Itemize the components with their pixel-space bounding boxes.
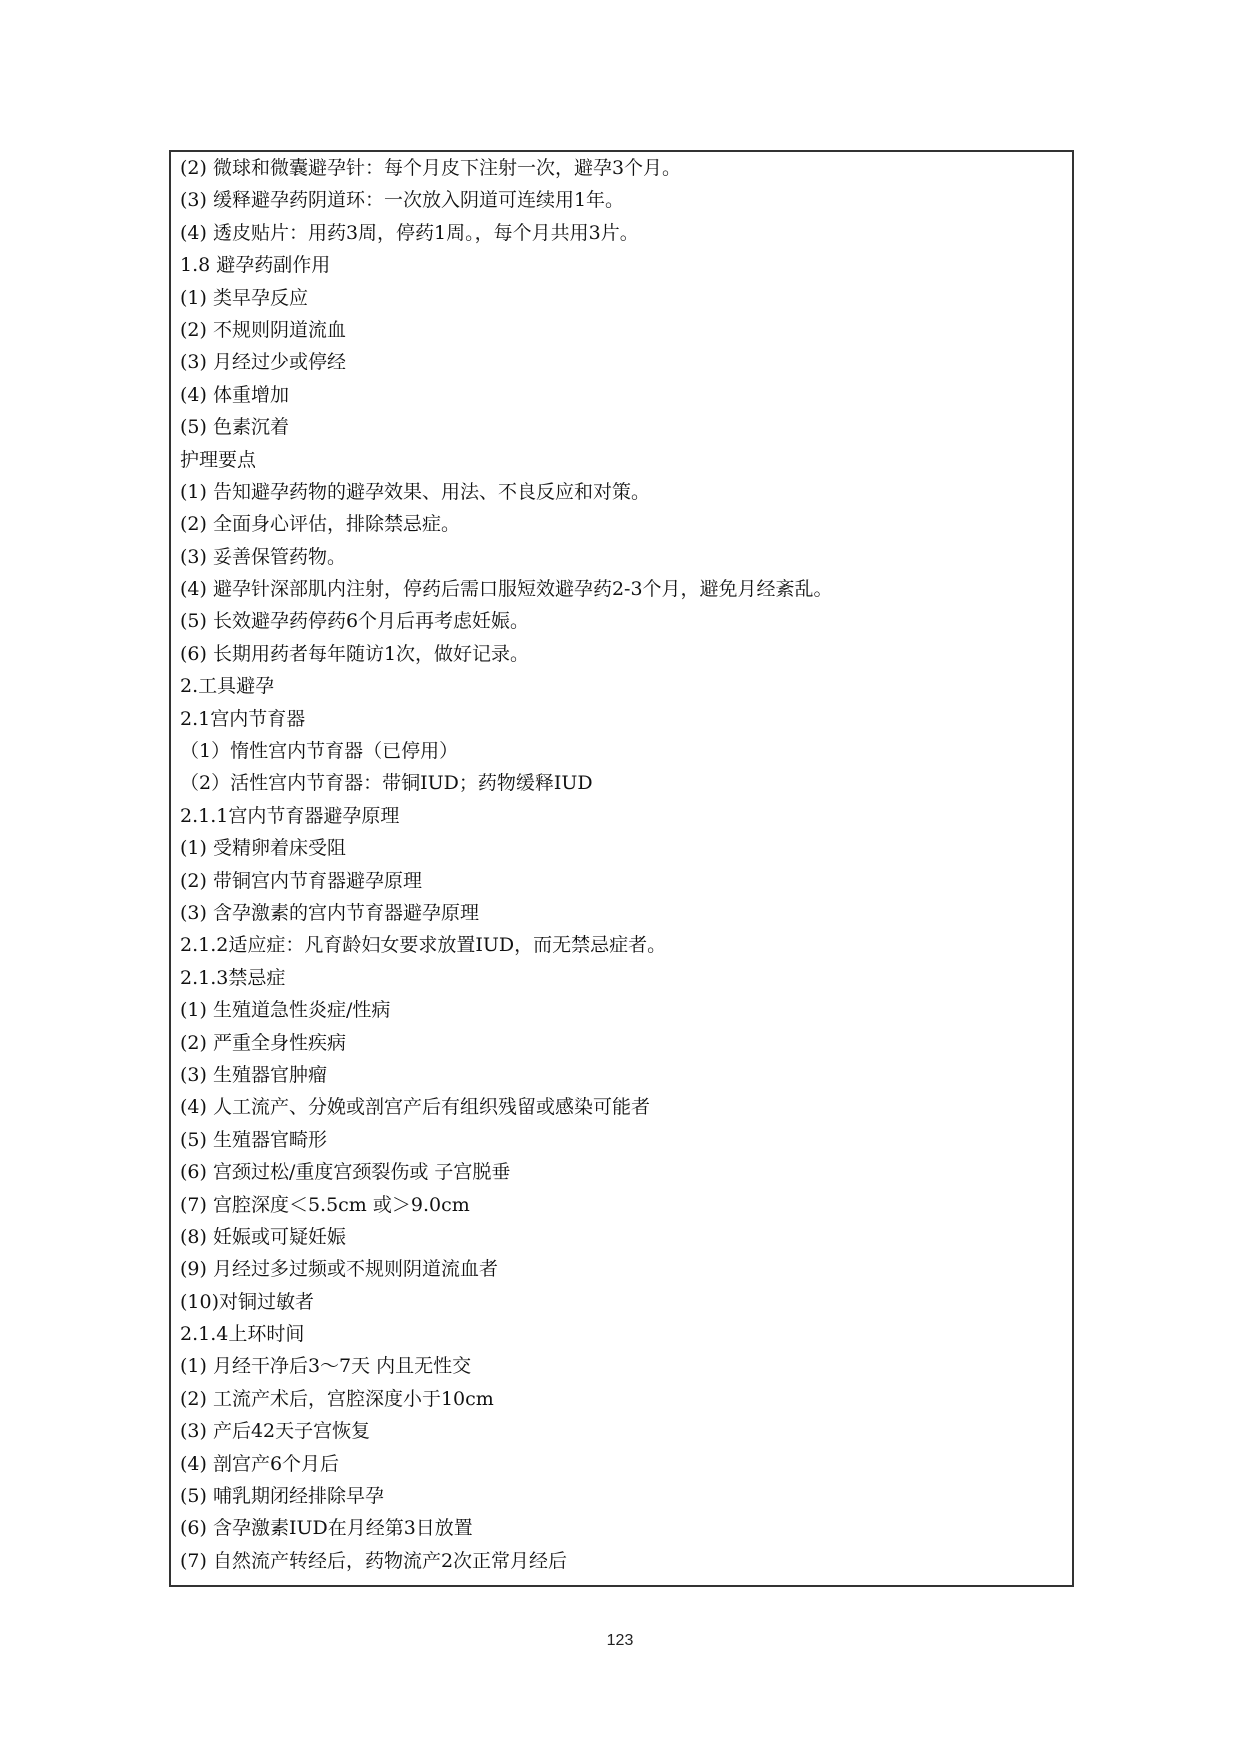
text-line: (2) 微球和微囊避孕针：每个月皮下注射一次，避孕3个月。	[180, 157, 682, 179]
text-line: (9) 月经过多过频或不规则阴道流血者	[180, 1258, 498, 1281]
section-heading: 护理要点	[180, 448, 257, 471]
page-number: 123	[606, 1632, 634, 1649]
text-line: (4) 体重增加	[180, 383, 289, 406]
text-line: (4) 人工流产、分娩或剖宫产后有组织残留或感染可能者	[180, 1096, 650, 1119]
text-line: (2) 工流产术后，宫腔深度小于10cm	[180, 1387, 494, 1410]
text-line: (1) 告知避孕药物的避孕效果、用法、不良反应和对策。	[180, 480, 650, 503]
text-line: (2) 不规则阴道流血	[180, 318, 346, 341]
text-line: (6) 含孕激素IUD在月经第3日放置	[180, 1517, 473, 1540]
text-line: （1）惰性宫内节育器（已停用）	[180, 740, 459, 763]
text-line: (8) 妊娠或可疑妊娠	[180, 1225, 346, 1248]
text-line: (6) 宫颈过松/重度宫颈裂伤或 子宫脱垂	[180, 1161, 511, 1184]
text-line: (2) 严重全身性疾病	[180, 1031, 346, 1054]
text-line: (5) 色素沉着	[180, 416, 289, 439]
text-line: （2）活性宫内节育器：带铜IUD；药物缓释IUD	[180, 772, 593, 795]
section-heading: 2.1.1宫内节育器避孕原理	[180, 804, 400, 827]
text-line: (4) 避孕针深部肌内注射，停药后需口服短效避孕药2-3个月，避免月经紊乱。	[180, 578, 833, 601]
text-line: (3) 生殖器官肿瘤	[180, 1063, 327, 1086]
text-line: (1) 受精卵着床受阻	[180, 837, 346, 860]
text-line: (4) 剖宫产6个月后	[180, 1452, 340, 1475]
text-line: (5) 长效避孕药停药6个月后再考虑妊娠。	[180, 610, 530, 633]
text-line: (1) 类早孕反应	[180, 286, 308, 309]
section-heading: 2.1.2适应症：凡育龄妇女要求放置IUD，而无禁忌症者。	[180, 934, 667, 957]
content-lines	[180, 152, 1070, 1577]
text-line: (7) 自然流产转经后，药物流产2次正常月经后	[180, 1549, 568, 1572]
text-line: (3) 月经过少或停经	[180, 351, 346, 374]
text-line: (6) 长期用药者每年随访1次，做好记录。	[180, 642, 530, 665]
text-line: (10)对铜过敏者	[180, 1290, 315, 1313]
section-heading: 2.工具避孕	[180, 675, 275, 698]
text-line: (1) 生殖道急性炎症/性病	[180, 999, 391, 1022]
section-heading: 2.1.3禁忌症	[180, 966, 286, 989]
text-line: (3) 妥善保管药物。	[180, 545, 346, 568]
text-line: (5) 哺乳期闭经排除早孕	[180, 1485, 384, 1508]
text-line: (3) 含孕激素的宫内节育器避孕原理	[180, 901, 479, 924]
text-line: (3) 产后42天子宫恢复	[180, 1420, 371, 1443]
text-line: (4) 透皮贴片：用药3周，停药1周。，每个月共用3片。	[180, 221, 639, 244]
section-heading: 1.8 避孕药副作用	[180, 254, 331, 277]
text-line: (7) 宫腔深度＜5.5cm 或＞9.0cm	[180, 1193, 470, 1216]
section-heading: 2.1.4上环时间	[180, 1323, 305, 1346]
text-line: (3) 缓释避孕药阴道环：一次放入阴道可连续用1年。	[180, 189, 625, 212]
text-line: (2) 全面身心评估，排除禁忌症。	[180, 513, 460, 536]
text-line: (2) 带铜宫内节育器避孕原理	[180, 869, 422, 892]
section-heading: 2.1宫内节育器	[180, 707, 306, 730]
text-line: (1) 月经干净后3～7天 内且无性交	[180, 1355, 472, 1378]
text-line: (5) 生殖器官畸形	[180, 1128, 327, 1151]
